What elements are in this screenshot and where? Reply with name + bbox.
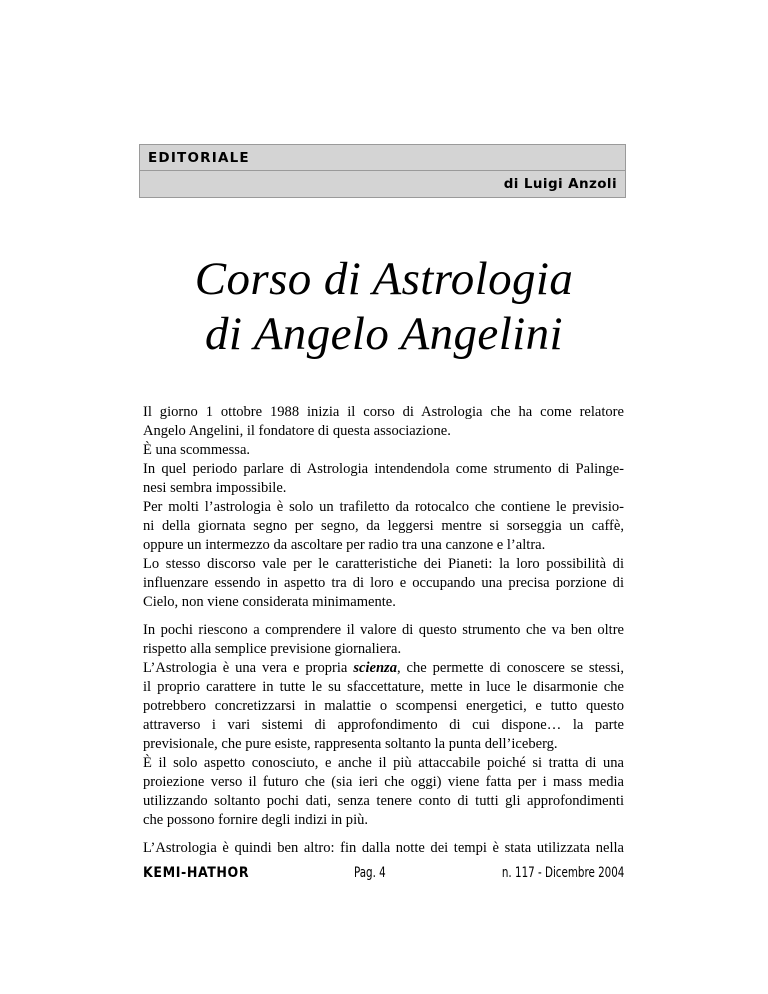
text-line: Per molti l’astrologia è solo un trafiletto da rotocalco che contiene le previsio- <box>143 499 624 515</box>
text-line: proiezione verso il futuro che (sia ieri che oggi) viene fatta per i mass media <box>143 774 624 790</box>
text-line: Lo stesso discorso vale per le caratteristiche dei Pianeti: la loro possibilità di <box>143 556 624 572</box>
text-line: È una scommessa. <box>143 442 251 458</box>
title-line-2: di Angelo Angelini <box>205 308 563 360</box>
issue-info: n. 117 - Dicembre 2004 <box>501 865 624 881</box>
emphasized-word: scienza <box>353 660 397 676</box>
text-fragment: , che permette di conoscere se stessi, <box>396 660 624 676</box>
text-line: attraverso i vari sistemi di approfondimento di cui dispone… la parte <box>143 717 624 733</box>
editorial-header-box <box>139 144 626 198</box>
text-line: rispetto alla semplice previsione giornaliera. <box>143 641 402 657</box>
section-label: EDITORIALE <box>148 150 250 166</box>
paragraph-3 <box>143 839 624 858</box>
paragraph-1 <box>143 403 624 612</box>
text-line: influenzare essendo in aspetto tra di loro e occupando una precisa porzione di <box>143 575 624 591</box>
paragraph-2 <box>143 621 624 830</box>
text-line: oppure un intermezzo da ascoltare per radio tra una canzone e l’altra. <box>143 537 546 553</box>
text-line: È il solo aspetto conosciuto, e anche il più attaccabile poiché si tratta di una <box>143 755 624 771</box>
text-line: ni della giornata segno per segno, da leggersi mentre si sorseggia un caffè, <box>143 518 624 534</box>
title-line-1: Corso di Astrologia <box>194 253 574 305</box>
text-line: Angelo Angelini, il fondatore di questa associazione. <box>143 423 451 439</box>
article-body <box>143 403 624 867</box>
text-line: nesi sembra impossibile. <box>143 480 287 496</box>
text-line-emphasis <box>143 659 624 678</box>
text-line: In quel periodo parlare di Astrologia intendendola come strumento di Palinge- <box>143 461 624 477</box>
text-line: L’Astrologia è quindi ben altro: fin dalla notte dei tempi è stata utilizzata nella <box>143 840 624 856</box>
text-fragment: L’Astrologia è una vera e propria <box>143 660 354 676</box>
text-line: che possono fornire degli indizi in più. <box>143 812 369 828</box>
page-footer <box>143 865 624 887</box>
author-byline: di Luigi Anzoli <box>503 176 617 192</box>
text-line: potrebbero concretizzarsi in malattie o scompensi energetici, e tutto questo <box>143 698 624 714</box>
magazine-name: KEMI-HATHOR <box>143 865 250 881</box>
text-line: Cielo, non viene considerata minimamente. <box>143 594 396 610</box>
page-number: Pag. 4 <box>354 865 386 881</box>
text-line: Il giorno 1 ottobre 1988 inizia il corso di Astrologia che ha come relatore <box>143 404 624 420</box>
text-line: previsionale, che pure esiste, rappresenta soltanto la punta dell’iceberg. <box>143 736 558 752</box>
article-title <box>0 252 768 362</box>
text-line: il proprio carattere in tutte le su sfaccettature, mette in luce le disarmonie che <box>143 679 624 695</box>
text-line: utilizzando soltanto pochi dati, senza tenere conto di tutti gli approfondimenti <box>143 793 624 809</box>
text-line: In pochi riescono a comprendere il valore di questo strumento che va ben oltre <box>143 622 624 638</box>
